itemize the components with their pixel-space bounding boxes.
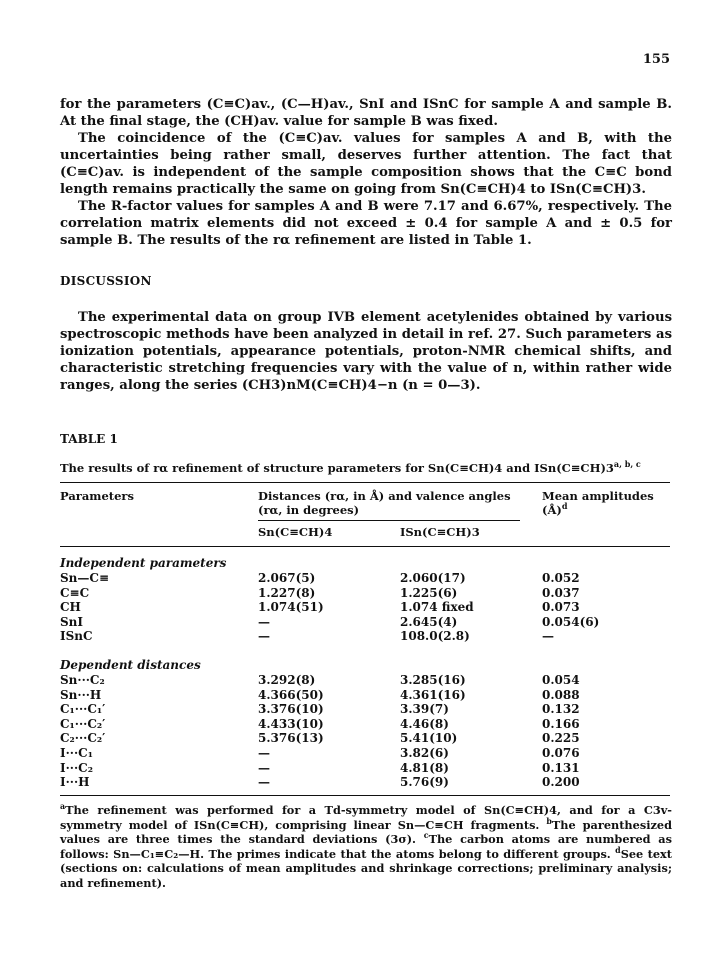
table-bottom-rule <box>60 795 670 796</box>
header-bottom-rule <box>60 546 670 547</box>
cell-amplitude: 0.052 <box>542 571 580 585</box>
header-amplitudes-mark: d <box>561 501 568 512</box>
discussion-paragraph: The experimental data on group IVB element acetylenides obtained by various spectroscopic methods have been analyzed in detail in ref. 27. Such parameters as ionization potentials, appearance potentials, proton-NMR chemical shifts, and characteristic stretching frequencies vary with the value of n, within rather wide ranges, along the series (CH3)nM(C≡CH)4−n (n = 0—3). <box>60 310 672 393</box>
intro-paragraph-1: for the parameters (C≡C)av., (C—H)av., SnI and ISnC for sample A and sample B. At the final stage, the (CH)av. value for sample B was fixed. <box>60 97 672 129</box>
cell-isn-value: 5.41(10) <box>400 731 458 746</box>
cell-parameter: C≡C <box>60 585 90 600</box>
cell-parameter: C₁···C₁′ <box>60 702 106 717</box>
cell-isn-value: 2.645(4) <box>400 614 458 629</box>
table-row <box>60 702 670 716</box>
table-row <box>60 688 670 702</box>
table-row <box>60 746 670 760</box>
footnote-mark-d: d <box>615 846 621 856</box>
cell-sn-value: 1.227(8) <box>258 585 316 600</box>
table-top-rule <box>60 482 670 483</box>
cell-amplitude: 0.088 <box>542 687 580 702</box>
table-row <box>60 731 670 745</box>
group-heading-independent: Independent parameters <box>60 556 227 570</box>
cell-isn-value: 3.39(7) <box>400 702 449 717</box>
header-sub-isn: ISn(C≡CH)3 <box>400 525 480 539</box>
cell-parameter: Sn···C₂ <box>60 673 105 687</box>
cell-sn-value: — <box>258 775 270 790</box>
cell-amplitude: 0.076 <box>542 746 580 760</box>
table-caption-text: The results of rα refinement of structure parameters for Sn(C≡CH)4 and ISn(C≡CH)3 <box>60 461 614 475</box>
cell-sn-value: 3.376(10) <box>258 702 324 717</box>
cell-isn-value: 5.76(9) <box>400 775 449 790</box>
cell-amplitude: 0.054(6) <box>542 614 600 629</box>
footnote-b: The parenthesized values are three times the standard deviations (3σ). <box>60 817 672 847</box>
table-row <box>60 717 670 731</box>
header-amplitudes <box>542 489 672 517</box>
cell-parameter: ISnC <box>60 629 93 644</box>
cell-sn-value: — <box>258 746 270 760</box>
intro-paragraph-3: The R-factor values for samples A and B were 7.17 and 6.67%, respectively. The correlation matrix elements did not exceed ± 0.4 for sample A and ± 0.5 for sample B. The results of the rα refinement are listed in Table 1. <box>60 199 672 248</box>
table-row <box>60 673 670 687</box>
page-number: 155 <box>642 52 670 67</box>
group-heading-dependent: Dependent distances <box>60 658 201 672</box>
cell-amplitude: 0.037 <box>542 585 580 600</box>
footnote-mark-a: a <box>60 802 66 812</box>
footnote-c: The carbon atoms are numbered as follows: Sn—C₁≡C₂—H. The primes indicate that the atoms belong to different groups. <box>60 832 672 861</box>
cell-amplitude: 0.054 <box>542 673 580 687</box>
cell-isn-value: 4.361(16) <box>400 687 466 702</box>
cell-isn-value: 2.060(17) <box>400 571 466 585</box>
cell-amplitude: 0.073 <box>542 600 580 615</box>
cell-sn-value: 3.292(8) <box>258 673 316 687</box>
table-row <box>60 586 670 600</box>
cell-isn-value: 108.0(2.8) <box>400 629 470 644</box>
table-caption-marks: a, b, c <box>613 459 641 470</box>
cell-sn-value: — <box>258 760 270 775</box>
table-caption <box>60 461 680 475</box>
cell-sn-value: 4.433(10) <box>258 716 324 731</box>
cell-amplitude: 0.200 <box>542 775 580 790</box>
cell-sn-value: — <box>258 614 270 629</box>
cell-isn-value: 3.285(16) <box>400 673 466 687</box>
cell-parameter: Sn—C≡ <box>60 571 109 585</box>
cell-parameter: C₁···C₂′ <box>60 716 106 731</box>
footnote-d: See text (sections on: calculations of mean amplitudes and shrinkage corrections; preliminary analysis; and refinement). <box>60 846 673 890</box>
cell-isn-value: 1.074 fixed <box>400 600 474 615</box>
footnote-mark-b: b <box>546 816 552 826</box>
cell-parameter: CH <box>60 600 81 615</box>
table-row <box>60 629 670 643</box>
header-sub-sn: Sn(C≡CH)4 <box>258 525 333 539</box>
footnote-mark-c: c <box>423 831 429 841</box>
footnote-a: The refinement was performed for a Td-symmetry model of Sn(C≡CH)4, and for a C3v-symmetry model of ISn(C≡CH), comprising linear Sn—C≡CH fragments. <box>60 803 672 832</box>
cell-amplitude: 0.225 <box>542 731 580 746</box>
cell-amplitude: — <box>542 629 554 644</box>
table-row <box>60 761 670 775</box>
header-sub-rule <box>258 520 520 521</box>
intro-text <box>60 96 672 249</box>
cell-isn-value: 4.81(8) <box>400 760 449 775</box>
cell-parameter: I···C₂ <box>60 760 93 775</box>
cell-amplitude: 0.131 <box>542 760 580 775</box>
cell-isn-value: 3.82(6) <box>400 746 449 760</box>
discussion-heading: DISCUSSION <box>60 274 152 288</box>
table-row <box>60 775 670 789</box>
cell-parameter: I···H <box>60 775 90 790</box>
cell-sn-value: — <box>258 629 270 644</box>
cell-parameter: C₂···C₂′ <box>60 731 106 746</box>
header-parameters: Parameters <box>60 489 134 503</box>
cell-amplitude: 0.132 <box>542 702 580 717</box>
cell-sn-value: 5.376(13) <box>258 731 324 746</box>
cell-parameter: I···C₁ <box>60 746 93 760</box>
header-amplitudes-text: Mean amplitudes (Å) <box>542 489 654 517</box>
header-distances: Distances (rα, in Å) and valence angles (rα, in degrees) <box>258 489 511 517</box>
cell-amplitude: 0.166 <box>542 716 580 731</box>
intro-paragraph-2: The coincidence of the (C≡C)av. values for samples A and B, with the uncertainties being rather small, deserves further attention. The fact that (C≡C)av. is independent of the sample composition shows that the C≡C bond length remains practically the same on going from Sn(C≡CH)4 to ISn(C≡CH)3. <box>60 131 672 197</box>
cell-isn-value: 1.225(6) <box>400 585 458 600</box>
cell-sn-value: 4.366(50) <box>258 687 324 702</box>
cell-isn-value: 4.46(8) <box>400 716 449 731</box>
table-row <box>60 571 670 585</box>
table-footnotes <box>60 803 672 891</box>
table-row <box>60 615 670 629</box>
table-row <box>60 600 670 614</box>
cell-sn-value: 1.074(51) <box>258 600 324 615</box>
table-label: TABLE 1 <box>60 432 118 446</box>
cell-parameter: Sn···H <box>60 687 102 702</box>
cell-sn-value: 2.067(5) <box>258 571 316 585</box>
cell-parameter: SnI <box>60 614 84 629</box>
